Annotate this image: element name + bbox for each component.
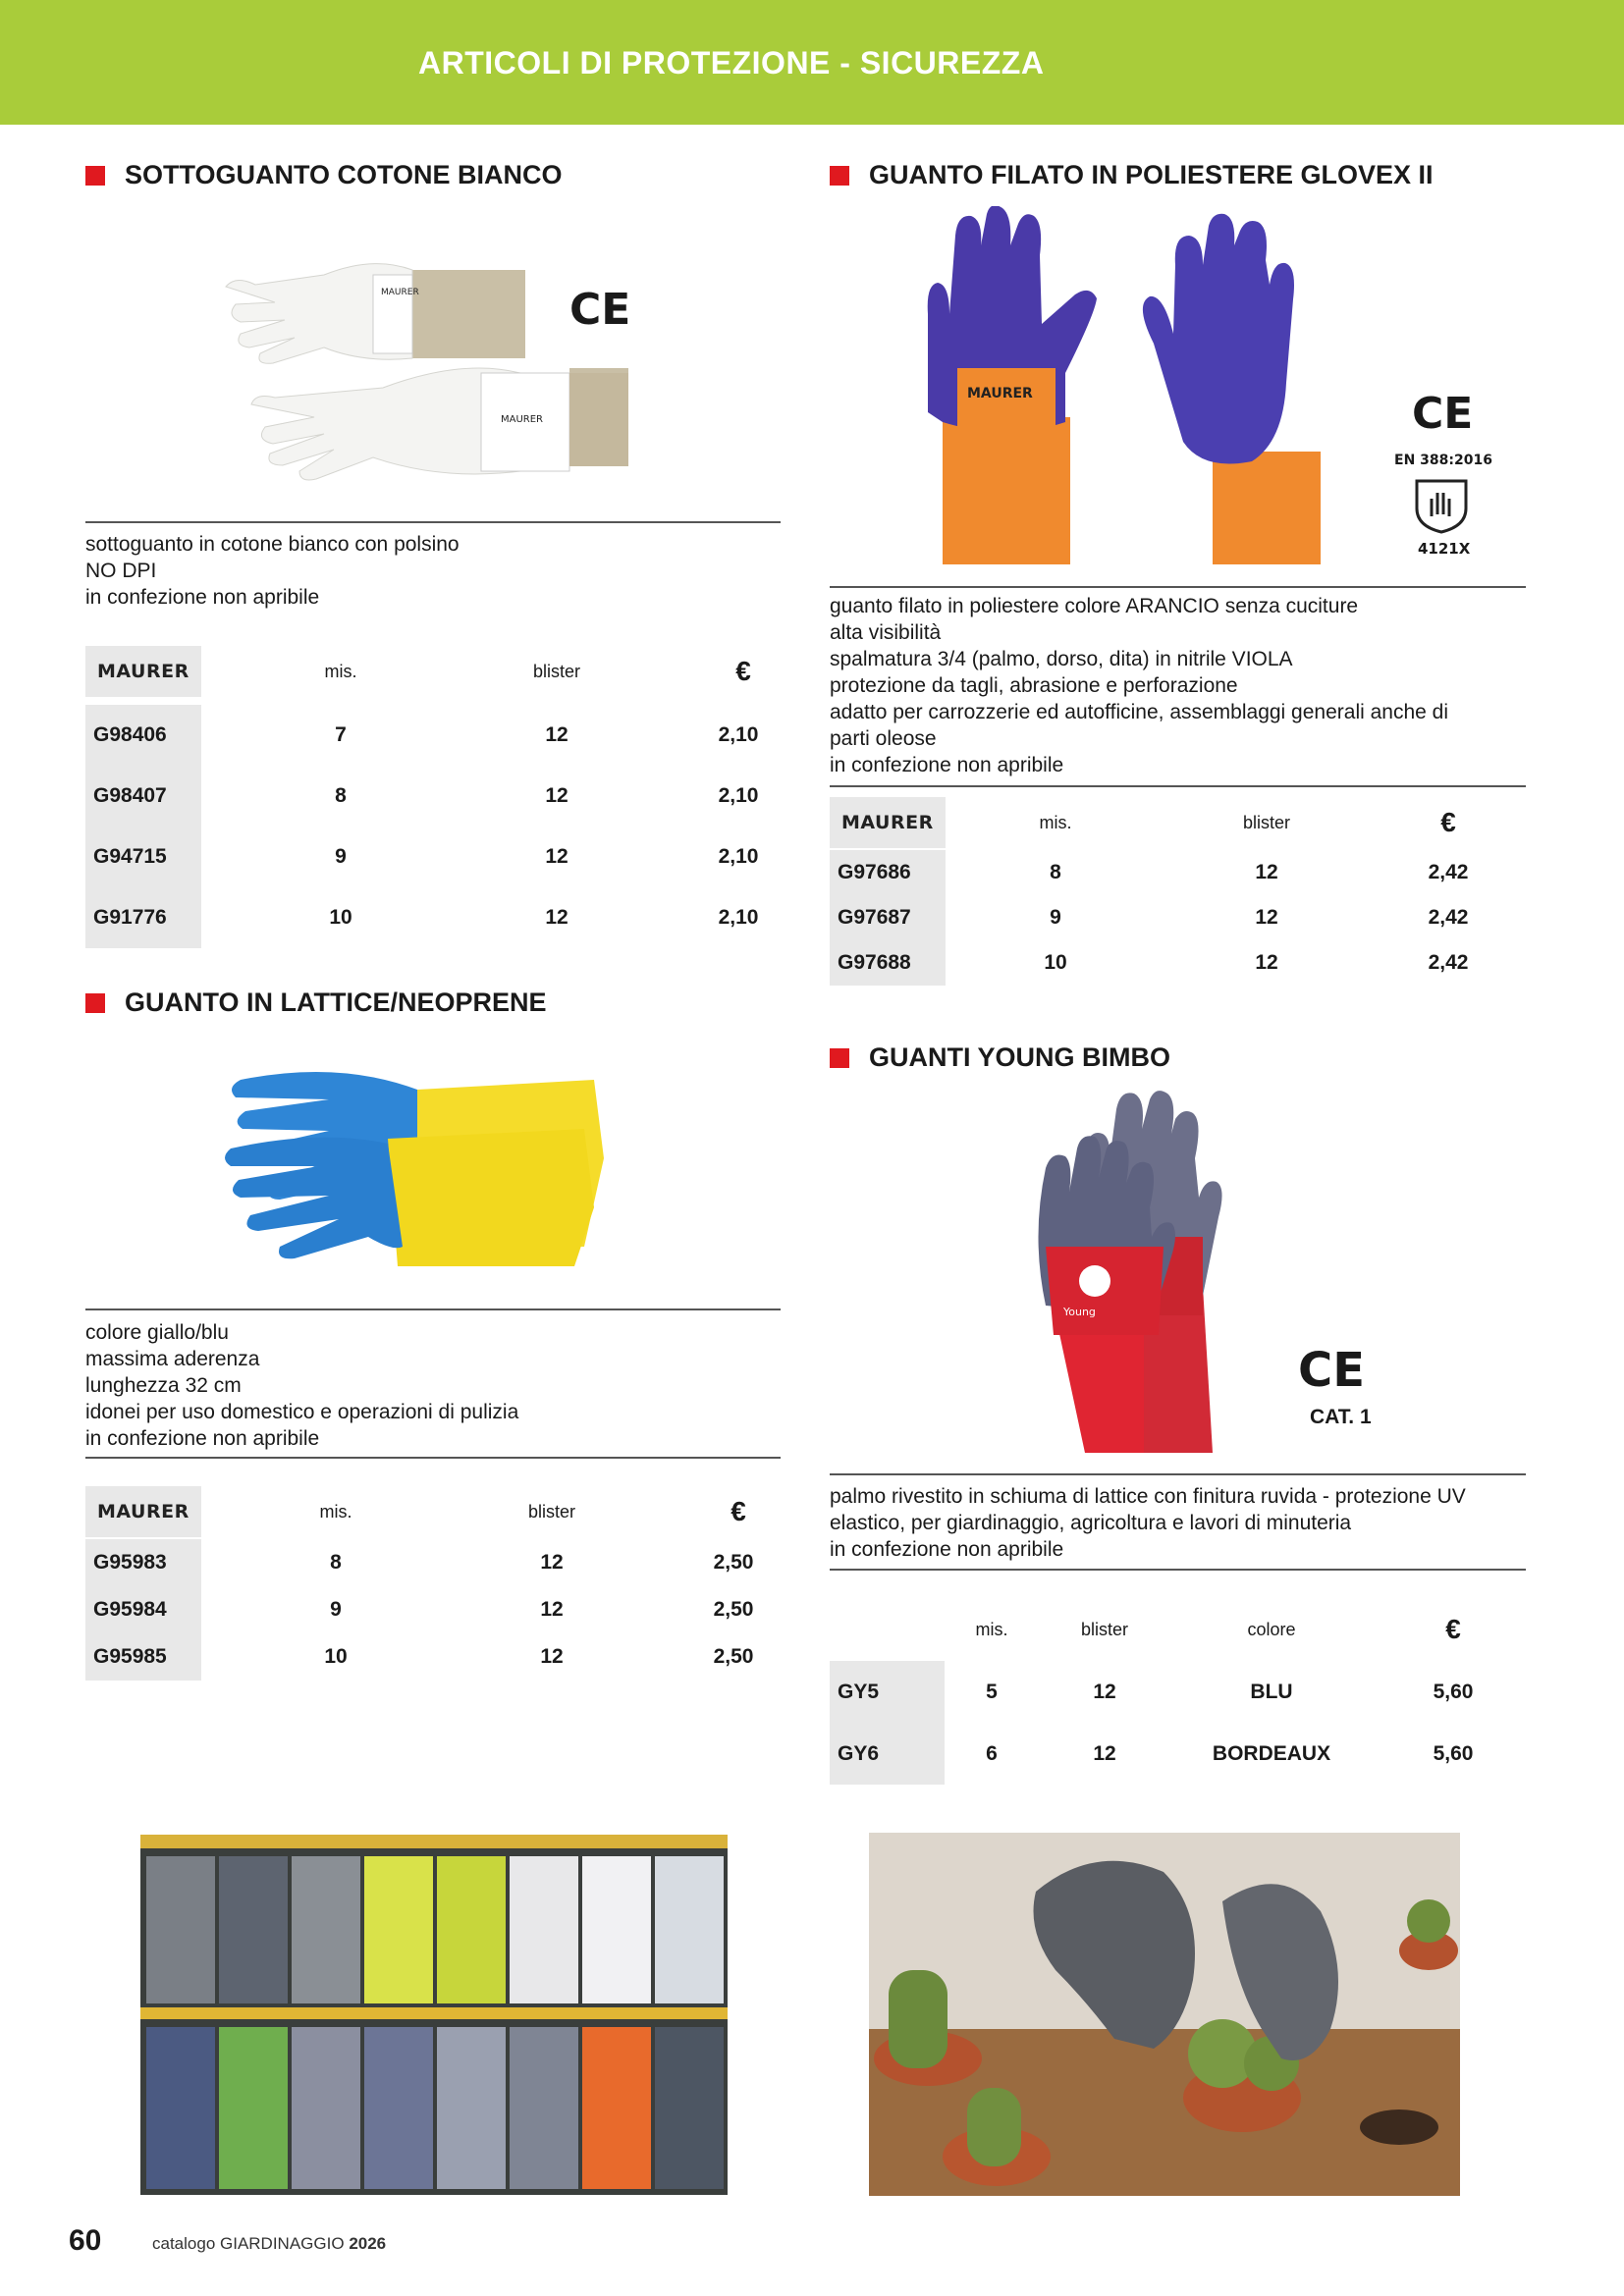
column-header-euro: € <box>735 656 751 686</box>
table-row <box>830 940 1517 986</box>
price-value: 2,10 <box>718 845 759 868</box>
product-code: G95985 <box>85 1633 201 1681</box>
column-header-blister: blister <box>1080 1619 1128 1639</box>
description-line: parti oleose <box>830 727 937 750</box>
size-value: 10 <box>324 1645 348 1668</box>
ce-mark-icon: CE <box>1412 389 1474 439</box>
maurer-logo: MAURER <box>85 646 201 697</box>
section-title-lattice <box>85 988 547 1018</box>
column-header-mis: mis. <box>319 1501 352 1522</box>
table-row <box>85 1586 773 1633</box>
ce-mark-icon: CE <box>1298 1343 1366 1398</box>
column-header-euro: € <box>731 1496 746 1526</box>
orange-purple-gloves-image <box>908 206 1321 569</box>
price-value: 2,50 <box>713 1551 754 1574</box>
table-row <box>830 895 1517 940</box>
column-header-euro: € <box>1445 1614 1461 1644</box>
price-value: 5,60 <box>1433 1741 1474 1765</box>
blister-value: 12 <box>540 1645 564 1668</box>
section-title-text: SOTTOGUANTO COTONE BIANCO <box>125 160 563 189</box>
price-value: 2,42 <box>1428 861 1469 883</box>
price-table-cotone <box>85 646 773 942</box>
product-code: GY6 <box>830 1723 945 1785</box>
product-code: G95984 <box>85 1586 201 1633</box>
category-label: CAT. 1 <box>1310 1406 1372 1428</box>
description-line: protezione da tagli, abrasione e perforazione <box>830 674 1238 697</box>
table-row <box>85 887 773 948</box>
description-line: alta visibilità <box>830 621 942 644</box>
size-value: 8 <box>335 784 347 807</box>
catalog-name: catalogo GIARDINAGGIO <box>152 2234 345 2253</box>
section-title-text: GUANTO FILATO IN POLIESTERE GLOVEX II <box>869 160 1434 189</box>
table-row <box>85 1633 773 1681</box>
price-value: 2,42 <box>1428 906 1469 929</box>
size-value: 7 <box>335 723 347 746</box>
divider <box>830 586 1526 588</box>
white-cotton-gloves-image <box>216 226 631 496</box>
product-code: G95983 <box>85 1539 201 1586</box>
divider <box>85 521 781 523</box>
blister-value: 12 <box>545 845 568 868</box>
product-code: G98406 <box>85 705 201 766</box>
red-grey-kids-gloves-image <box>1026 1090 1272 1453</box>
section-title-cotone <box>85 160 563 190</box>
page-title: ARTICOLI DI PROTEZIONE - SICUREZZA <box>418 45 1045 80</box>
description-line: lunghezza 32 cm <box>85 1374 242 1397</box>
price-table-lattice <box>85 1486 773 1677</box>
price-value: 5,60 <box>1433 1680 1474 1703</box>
divider <box>830 785 1526 787</box>
product-code: GY5 <box>830 1661 945 1723</box>
price-value: 2,10 <box>718 784 759 807</box>
blister-value: 12 <box>545 723 568 746</box>
divider <box>830 1569 1526 1571</box>
table-row <box>85 827 773 887</box>
catalog-year: 2026 <box>349 2234 387 2253</box>
color-value: BORDEAUX <box>1212 1741 1331 1765</box>
column-header-blister: blister <box>1242 812 1290 832</box>
size-value: 6 <box>986 1741 998 1765</box>
bullet-square-icon <box>830 1048 849 1068</box>
svg-text:MAURER: MAURER <box>967 386 1033 401</box>
size-value: 5 <box>986 1680 998 1703</box>
column-header-mis: mis. <box>975 1619 1008 1639</box>
page-number: 60 <box>69 2224 102 2257</box>
description-glovex <box>830 593 1448 778</box>
gloves-display-rack-photo <box>140 1835 728 2195</box>
shield-glove-icon <box>1412 477 1471 534</box>
yellow-blue-gloves-image <box>221 1050 604 1276</box>
ce-mark-icon: CE <box>569 285 631 335</box>
bullet-square-icon <box>85 993 105 1013</box>
page-header-bar <box>0 0 1624 125</box>
size-value: 9 <box>335 845 347 868</box>
blister-value: 12 <box>545 906 568 929</box>
divider <box>85 1457 781 1459</box>
table-row <box>85 766 773 827</box>
description-line: NO DPI <box>85 560 157 582</box>
blister-value: 12 <box>1255 861 1278 883</box>
description-line: in confezione non apribile <box>85 586 320 609</box>
description-line: adatto per carrozzerie ed autofficine, assemblaggi generali anche di <box>830 701 1448 723</box>
blister-value: 12 <box>540 1598 564 1621</box>
maurer-logo: MAURER <box>830 797 946 848</box>
section-title-text: GUANTO IN LATTICE/NEOPRENE <box>125 988 547 1017</box>
product-code: G91776 <box>85 887 201 948</box>
description-line: palmo rivestito in schiuma di lattice con finitura ruvida - protezione UV <box>830 1485 1466 1508</box>
table-row <box>830 1661 1522 1723</box>
table-row <box>85 1539 773 1586</box>
description-line: massima aderenza <box>85 1348 260 1370</box>
product-code: G97687 <box>830 895 946 940</box>
description-bimbo <box>830 1483 1466 1563</box>
maurer-logo: MAURER <box>85 1486 201 1537</box>
column-header-blister: blister <box>527 1501 575 1522</box>
column-header-mis: mis. <box>324 661 357 681</box>
description-cotone <box>85 531 460 611</box>
product-code: G97688 <box>830 940 946 986</box>
size-value: 9 <box>1050 906 1061 929</box>
divider <box>830 1473 1526 1475</box>
description-line: guanto filato in poliestere colore ARANCIO senza cuciture <box>830 595 1359 617</box>
norm-code: 4121X <box>1418 540 1471 558</box>
section-title-bimbo <box>830 1042 1170 1073</box>
size-value: 10 <box>1044 951 1067 974</box>
price-table-glovex <box>830 797 1517 984</box>
bullet-square-icon <box>85 166 105 186</box>
size-value: 10 <box>329 906 352 929</box>
divider <box>85 1308 781 1310</box>
description-line: colore giallo/blu <box>85 1321 229 1344</box>
description-line: in confezione non apribile <box>830 754 1064 776</box>
description-line: elastico, per giardinaggio, agricoltura e lavori di minuteria <box>830 1512 1352 1534</box>
description-line: sottoguanto in cotone bianco con polsino <box>85 533 460 556</box>
catalog-footer <box>152 2234 386 2254</box>
column-header-colore: colore <box>1247 1619 1296 1639</box>
blister-value: 12 <box>1093 1741 1116 1765</box>
price-value: 2,50 <box>713 1598 754 1621</box>
table-row <box>830 850 1517 895</box>
product-code: G94715 <box>85 827 201 887</box>
norm-label: EN 388:2016 <box>1394 453 1492 468</box>
table-row <box>830 1723 1522 1785</box>
product-code: G98407 <box>85 766 201 827</box>
hands-with-cactus-photo <box>869 1833 1460 2196</box>
svg-text:MAURER: MAURER <box>381 288 419 297</box>
description-line: idonei per uso domestico e operazioni di pulizia <box>85 1401 519 1423</box>
description-line: spalmatura 3/4 (palmo, dorso, dita) in nitrile VIOLA <box>830 648 1293 670</box>
blister-value: 12 <box>1255 906 1278 929</box>
description-line: in confezione non apribile <box>830 1538 1064 1561</box>
price-table-bimbo <box>830 1605 1522 1787</box>
size-value: 9 <box>330 1598 342 1621</box>
color-value: BLU <box>1250 1680 1293 1703</box>
description-line: in confezione non apribile <box>85 1427 320 1450</box>
blister-value: 12 <box>1093 1680 1116 1703</box>
product-code: G97686 <box>830 850 946 895</box>
column-header-mis: mis. <box>1039 812 1072 832</box>
size-value: 8 <box>330 1551 342 1574</box>
table-row <box>85 705 773 766</box>
description-lattice <box>85 1319 518 1452</box>
svg-text:Young: Young <box>1063 1306 1096 1318</box>
section-title-text: GUANTI YOUNG BIMBO <box>869 1042 1171 1072</box>
price-value: 2,10 <box>718 723 759 746</box>
bullet-square-icon <box>830 166 849 186</box>
price-value: 2,42 <box>1428 951 1469 974</box>
size-value: 8 <box>1050 861 1061 883</box>
price-value: 2,10 <box>718 906 759 929</box>
blister-value: 12 <box>540 1551 564 1574</box>
column-header-blister: blister <box>532 661 580 681</box>
svg-text:MAURER: MAURER <box>501 414 544 425</box>
column-header-euro: € <box>1440 807 1456 837</box>
blister-value: 12 <box>545 784 568 807</box>
blister-value: 12 <box>1255 951 1278 974</box>
section-title-glovex <box>830 160 1434 190</box>
price-value: 2,50 <box>713 1645 754 1668</box>
